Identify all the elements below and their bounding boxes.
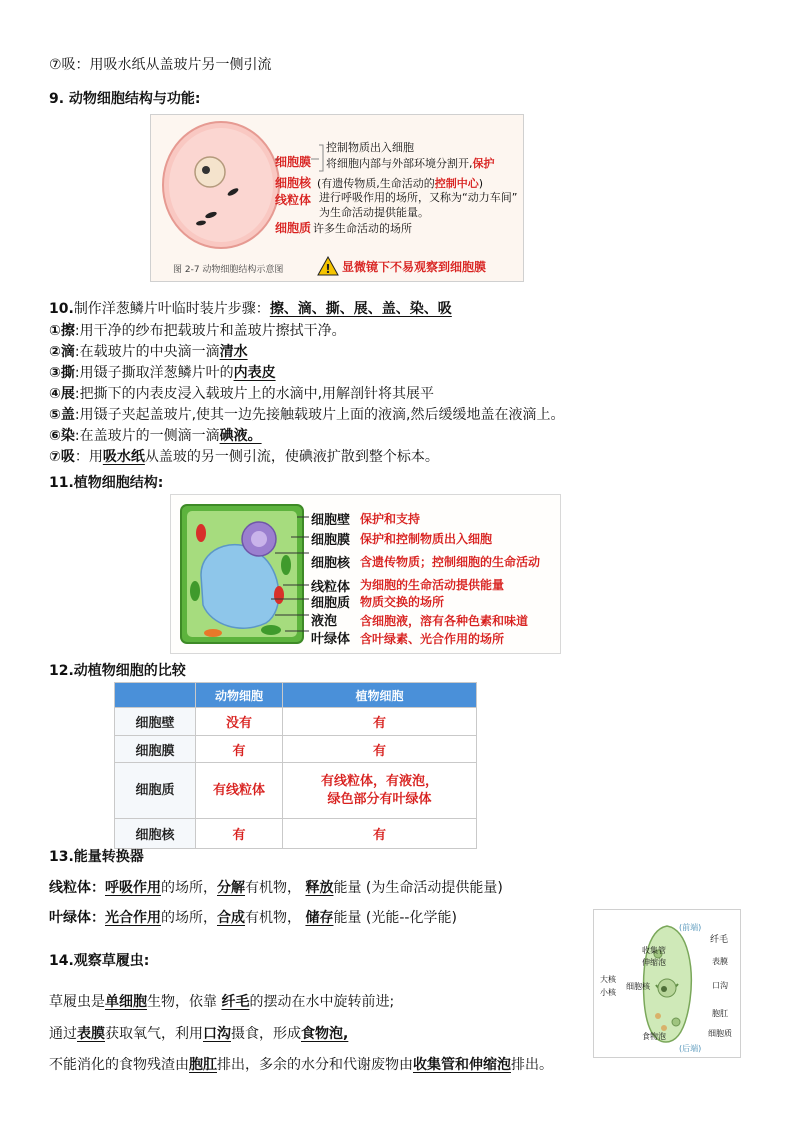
plant-mito-desc: 为细胞的生命活动提供能量 <box>360 578 505 592</box>
section-10-title: 10.制作洋葱鳞片叶临时装片步骤：擦、滴、撕、展、盖、染、吸 <box>49 301 452 317</box>
plant-label-cyto: 细胞质 <box>311 596 351 611</box>
section-13-title: 13.能量转换器 <box>49 849 144 865</box>
plant-cyto-desc: 物质交换的场所 <box>360 595 445 609</box>
step-4: ④展:把撕下的内表皮浸入载玻片上的水滴中,用解剖针将其展平 <box>49 386 435 402</box>
step-7-line: ⑦吸：用吸水纸从盖玻片另一侧引流 <box>49 57 272 73</box>
nucleus-desc: (有遗传物质,生命活动的控制中心) <box>317 177 484 190</box>
membrane-desc-2: 将细胞内部与外部环境分割开,保护 <box>326 157 495 170</box>
collect-label: 收集管 <box>642 946 666 955</box>
cilia-label: 纤毛 <box>710 935 729 945</box>
cyto-label: 细胞质 <box>708 1029 732 1038</box>
step-1: ①擦:用干净的纱布把载玻片和盖玻片擦拭干净。 <box>49 323 346 339</box>
row-name: 细胞质 <box>115 763 196 819</box>
groove-label: 口沟 <box>712 981 728 990</box>
plant-cell-value: 有 <box>283 736 477 763</box>
table-row <box>115 819 477 849</box>
table-row <box>115 736 477 763</box>
step-3: ③撕:用镊子撕取洋葱鳞片叶的内表皮 <box>49 365 276 381</box>
chloroplast-line: 叶绿体：光合作用的场所，合成有机物， 储存能量 (光能--化学能) <box>49 910 457 926</box>
plant-chloro-desc: 含叶绿素、光合作用的场所 <box>360 632 505 646</box>
row-name: 细胞膜 <box>115 736 196 763</box>
nucleus-label: 细胞核 <box>626 982 650 991</box>
para-line-3: 不能消化的食物残渣由胞肛排出，多余的水分和代谢废物由收集管和伸缩泡排出。 <box>49 1057 553 1073</box>
table-row <box>115 708 477 736</box>
animal-cell-figure <box>150 114 524 282</box>
plant-nucleus-desc: 含遗传物质；控制细胞的生命活动 <box>360 555 541 569</box>
figure-caption: 图 2-7 动物细胞结构示意图 <box>173 265 284 275</box>
step-7: ⑦吸：用吸水纸从盖玻的另一侧引流，使碘液扩散到整个标本。 <box>49 449 439 465</box>
animal-cell-value: 有线粒体 <box>196 763 283 819</box>
plant-cell-value: 有 <box>283 819 477 849</box>
macro-label: 大核 <box>600 975 616 984</box>
plant-vacuole-desc: 含细胞液，溶有各种色素和味道 <box>360 614 529 628</box>
header-empty <box>115 683 196 708</box>
animal-cell-value: 有 <box>196 736 283 763</box>
plant-label-nucleus: 细胞核 <box>311 556 351 571</box>
section-9-title: 9. 动物细胞结构与功能: <box>49 91 201 107</box>
header-plant: 植物细胞 <box>283 683 477 708</box>
pellicle-label: 表膜 <box>712 957 728 966</box>
plant-value-line-2: 绿色部分有叶绿体 <box>327 791 432 807</box>
row-name: 细胞壁 <box>115 708 196 736</box>
label-mitochondria: 线粒体 <box>275 193 312 207</box>
label-cytoplasm: 细胞质 <box>275 221 312 235</box>
plant-value-line-1: 有线粒体，有液泡， <box>320 773 438 789</box>
plant-cell-value <box>283 763 477 819</box>
front-label: (前端) <box>679 923 702 932</box>
anal-label: 胞肛 <box>712 1009 728 1018</box>
table-row <box>115 763 477 819</box>
para-line-2: 通过表膜获取氧气，利用口沟摄食，形成食物泡, <box>49 1026 349 1042</box>
animal-cell-value: 有 <box>196 819 283 849</box>
membrane-desc-1: 控制物质出入细胞 <box>326 141 414 154</box>
step-6: ⑥染:在盖玻片的一侧滴一滴碘液。 <box>49 428 262 444</box>
plant-cell-value: 有 <box>283 708 477 736</box>
plant-label-wall: 细胞壁 <box>311 513 351 528</box>
plant-membrane-desc: 保护和控制物质出入细胞 <box>360 532 493 546</box>
step-5: ⑤盖:用镊子夹起盖玻片,使其一边先接触载玻片上面的液滴,然后缓缓地盖在液滴上。 <box>49 407 565 423</box>
mito-desc-1: 进行呼吸作用的场所，又称为“动力车间” <box>319 191 518 204</box>
mito-desc-2: 为生命活动提供能量。 <box>319 206 429 219</box>
food-label: 食物泡 <box>642 1032 666 1041</box>
plant-label-membrane: 细胞膜 <box>311 533 351 548</box>
animal-cell-value: 没有 <box>196 708 283 736</box>
plant-label-mito: 线粒体 <box>311 580 351 595</box>
warning-mark: ! <box>325 262 331 276</box>
comparison-table <box>114 682 477 849</box>
label-nucleus: 细胞核 <box>275 176 312 190</box>
back-label: (后端) <box>679 1044 702 1053</box>
plant-wall-desc: 保护和支持 <box>360 512 421 526</box>
section-12-title: 12.动植物细胞的比较 <box>49 663 186 679</box>
label-membrane: 细胞膜 <box>275 155 312 169</box>
step-2: ②滴:在载玻片的中央滴一滴清水 <box>49 344 248 360</box>
cyto-desc: 许多生命活动的场所 <box>313 222 412 235</box>
mitochondria-line: 线粒体：呼吸作用的场所，分解有机物， 释放能量 (为生命活动提供能量) <box>49 880 503 896</box>
plant-label-chloro: 叶绿体 <box>311 632 351 647</box>
header-animal: 动物细胞 <box>196 683 283 708</box>
para-line-1: 草履虫是单细胞生物，依靠 纤毛的摆动在水中旋转前进; <box>49 994 395 1010</box>
paramecium-figure <box>593 909 741 1058</box>
section-14-title: 14.观察草履虫: <box>49 953 150 969</box>
contract-label: 伸缩泡 <box>642 958 666 967</box>
section-11-title: 11.植物细胞结构: <box>49 475 164 491</box>
plant-label-vacuole: 液泡 <box>311 614 338 629</box>
micro-label: 小核 <box>600 988 616 997</box>
warning-text: 显微镜下不易观察到细胞膜 <box>342 260 487 274</box>
plant-cell-figure <box>170 494 561 654</box>
warning-icon <box>317 256 339 276</box>
row-name: 细胞核 <box>115 819 196 849</box>
table-header-row <box>115 683 477 708</box>
